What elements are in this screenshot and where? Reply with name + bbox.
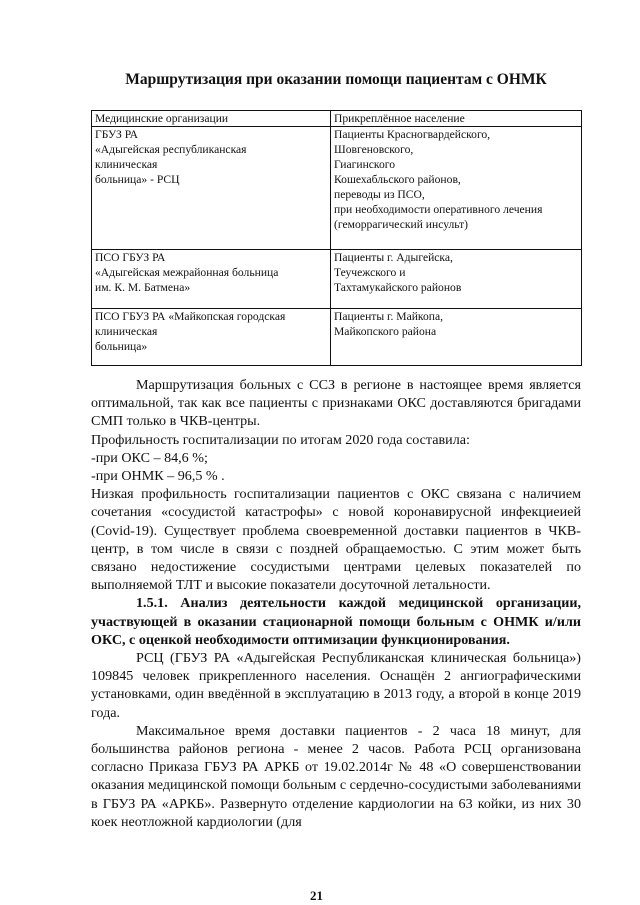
paragraph-delivery-time: Максимальное время доставки пациентов - 2 часа 18 минут, для большинства районов региона - менее 2 часов. Работа РСЦ организована согласно Приказа ГБУЗ РА АРКБ от 19.02.2014г № 48 «О совершенствовании оказания медицинской помощи больным с сердечно-сосудистыми заболеваниями в ГБУЗ РА «АРКБ». Развернуто отделение кардиологии на 63 койки, из них 30 коек неотложной кардиологии (для <box>91 722 581 830</box>
column-header-organizations: Медицинские организации <box>92 111 331 127</box>
table-row <box>92 127 582 250</box>
page-number: 21 <box>310 888 323 903</box>
body-text <box>91 376 581 831</box>
paragraph-rsc: РСЦ (ГБУЗ РА «Адыгейская Республиканская клиническая больница») 109845 человек прикрепленного населения. Оснащён 2 ангиографическими установками, один введённой в эксплуатацию в 2013 году, а второй в конце 2019 года. <box>91 650 581 721</box>
table-header-row <box>92 111 582 127</box>
organization-cell: ПСО ГБУЗ РА «Адыгейская межрайонная больница им. К. М. Батмена» <box>92 250 331 309</box>
population-cell: Пациенты Красногвардейского, Шовгеновского, Гиагинского Кошехабльского районов, переводы из ПСО, при необходимости оперативного лечения (геморрагический инсульт) <box>331 127 582 250</box>
table-row <box>92 309 582 366</box>
organization-cell: ГБУЗ РА «Адыгейская республиканская клиническая больница» - РСЦ <box>92 127 331 250</box>
organization-cell: ПСО ГБУЗ РА «Майкопская городская клиническая больница» <box>92 309 331 366</box>
section-heading: 1.5.1. Анализ деятельности каждой медицинской организации, участвующей в оказании стационарной помощи больным с ОНМК и/или ОКС, с оценкой необходимости оптимизации функционирования. <box>91 595 581 648</box>
population-cell: Пациенты г. Адыгейска, Теучежского и Тахтамукайского районов <box>331 250 582 309</box>
routing-table <box>91 110 582 366</box>
column-header-population: Прикреплённое население <box>331 111 582 127</box>
paragraph-profile-intro: Профильность госпитализации по итогам 2020 года составила: <box>91 431 470 448</box>
table-row <box>92 250 582 309</box>
paragraph-oks-rate: -при ОКС – 84,6 %; <box>91 449 208 466</box>
paragraph-routing: Маршрутизация больных с ССЗ в регионе в настоящее время является оптимальной, так как все пациенты с признаками ОКС доставляются бригадами СМП только в ЧКВ-центры. <box>91 377 581 430</box>
paragraph-onmk-rate: -при ОНМК – 96,5 % . <box>91 468 225 485</box>
page-title: Маршрутизация при оказании помощи пациентам с ОНМК <box>125 71 547 88</box>
population-cell: Пациенты г. Майкопа, Майкопского района <box>331 309 582 366</box>
paragraph-low-profile: Низкая профильность госпитализации пациентов с ОКС связана с наличием сочетания «сосудистой катастрофы» с новой коронавирусной инфекциеией (Covid-19). Существует проблема своевременной доставки пациентов в ЧКВ-центр, в том числе в связи с поздней обращаемостью. С этим может быть связано недостижение сосудистыми центрами целевых показателей по выполняемой ТЛТ и высокие показатели досуточной летальности. <box>91 486 581 594</box>
